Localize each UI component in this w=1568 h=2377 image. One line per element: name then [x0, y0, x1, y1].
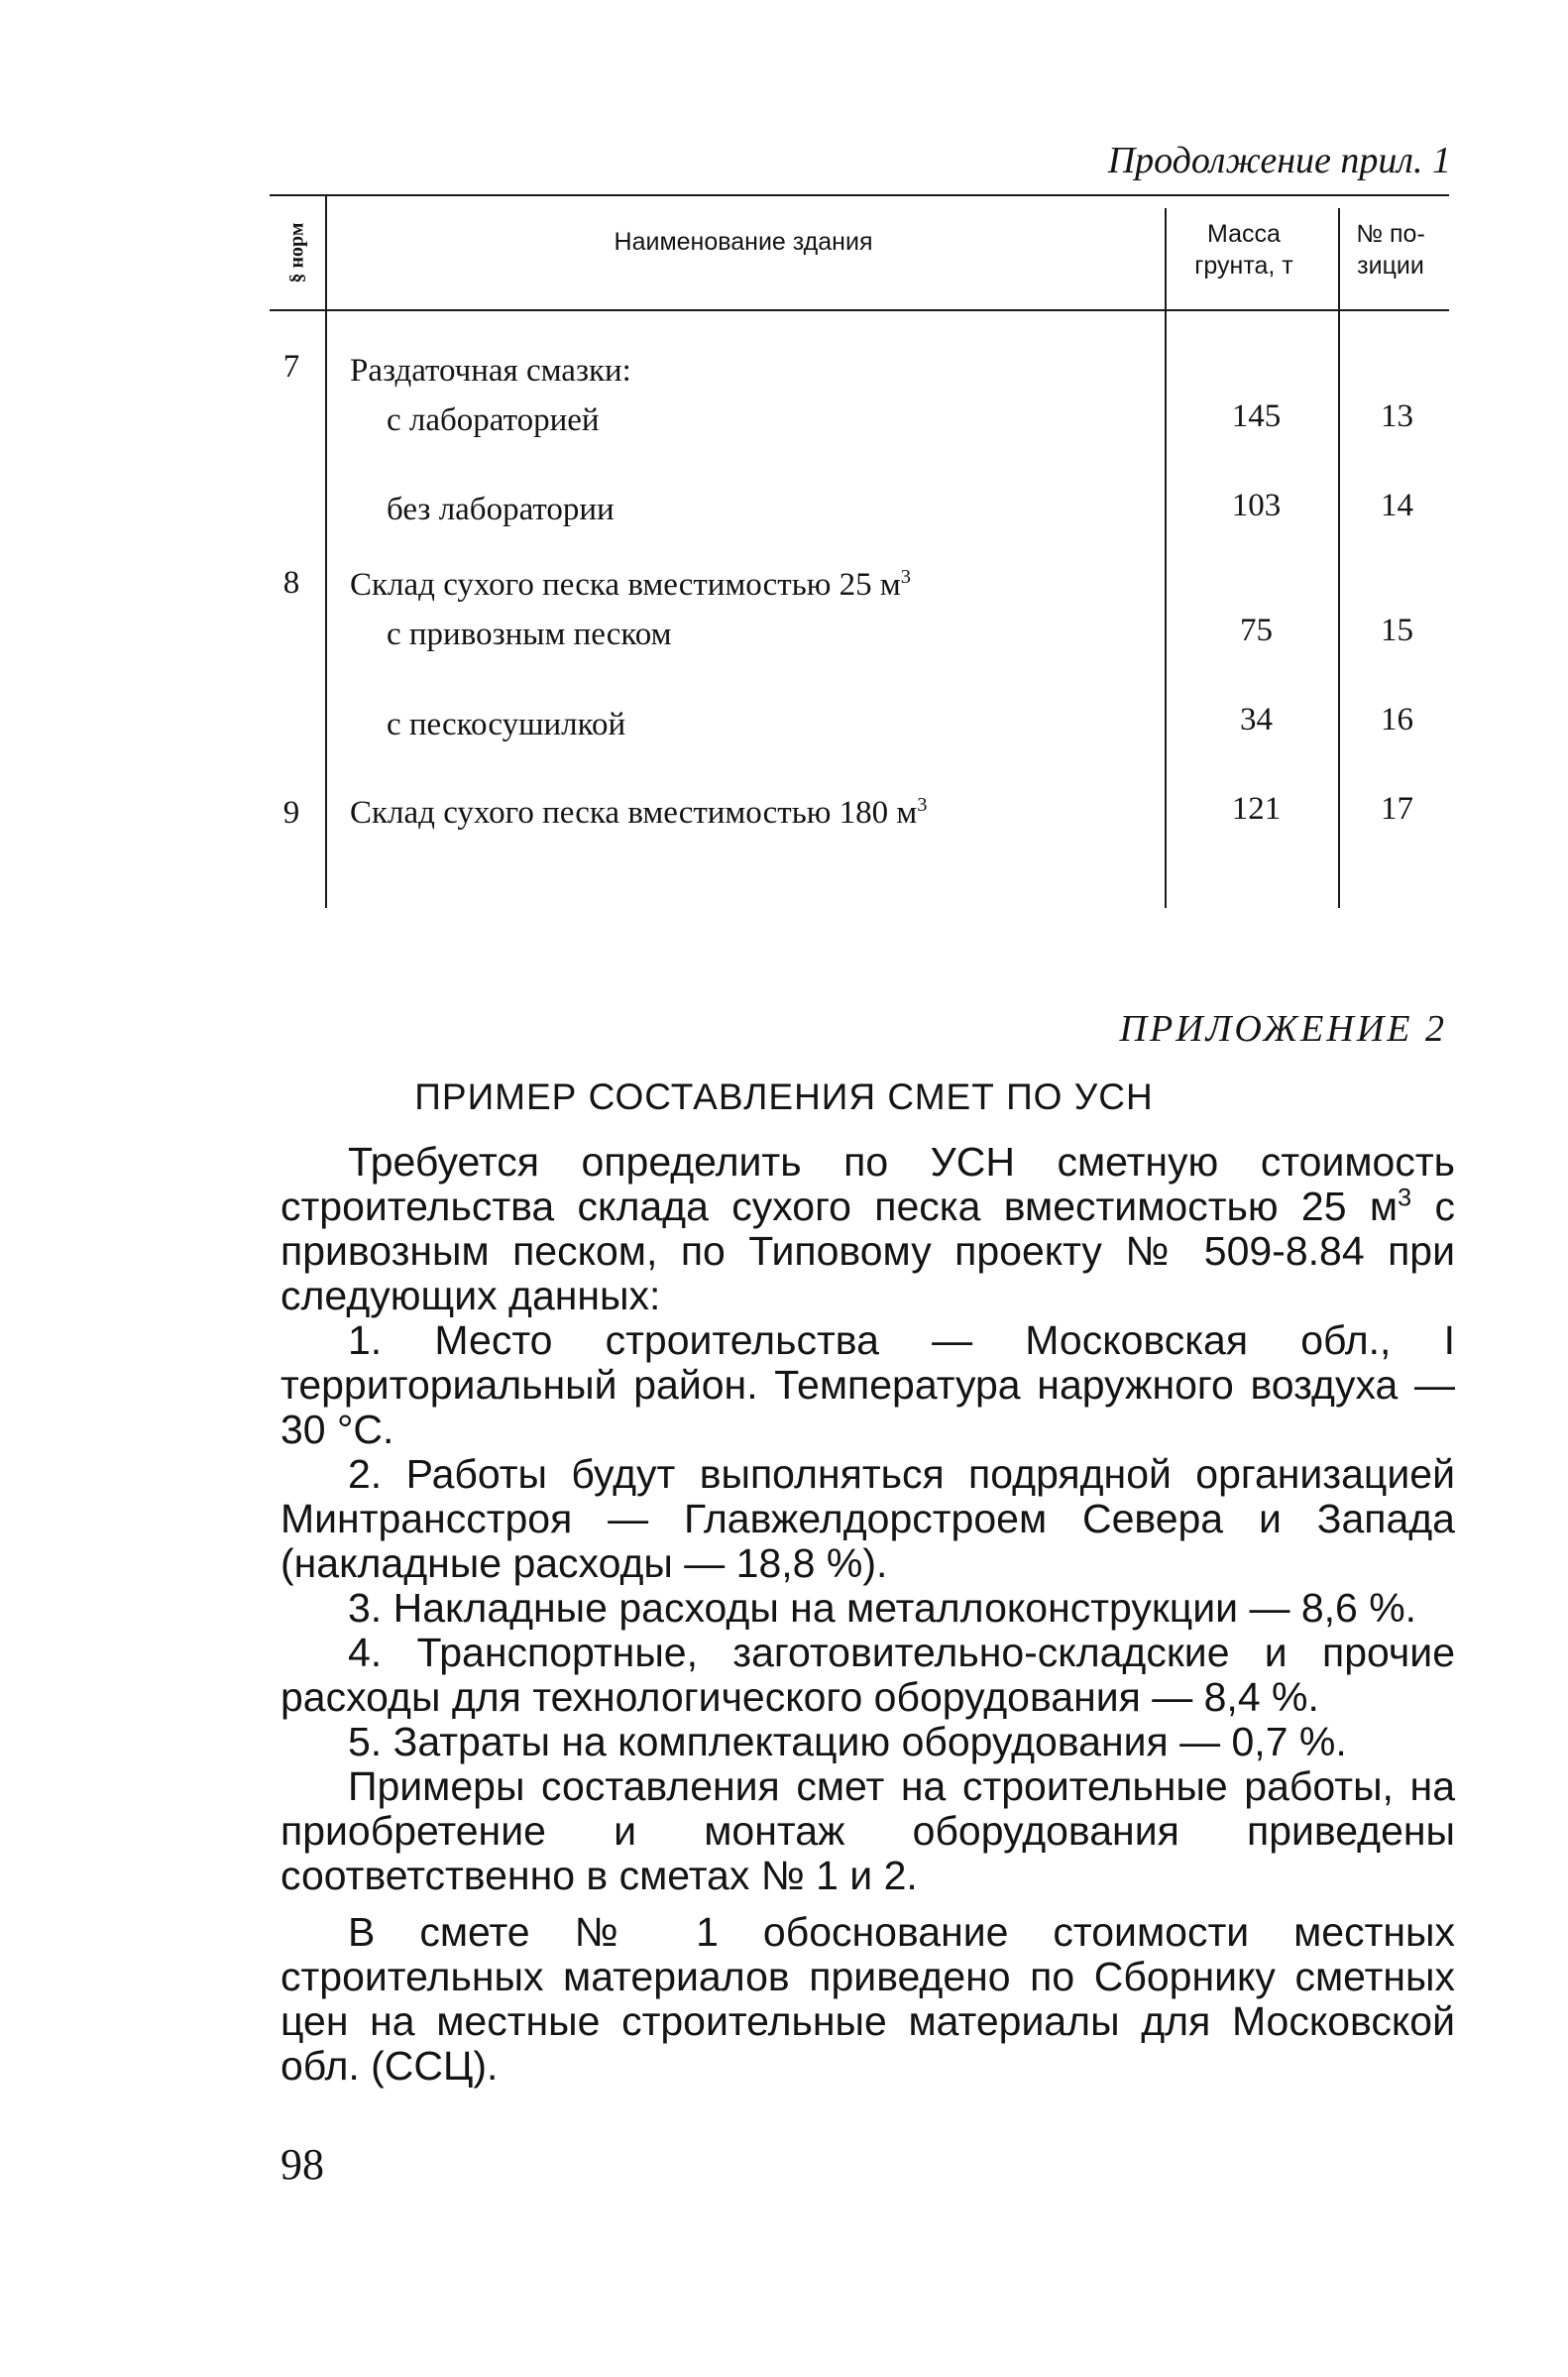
intro-text-a: Требуется определить по УСН сметную стоимость строительства склада сухого песка вместимостью 25 м [280, 1139, 1455, 1229]
paragraph: В смете № 1 обоснование стоимости местных строительных материалов приведено по Сборнику сметных цен на местные строительные материалы для Московской обл. (ССЦ). [280, 1909, 1455, 2089]
header-pos-line1: № по- [1356, 220, 1425, 248]
table-top-border [270, 194, 1449, 196]
continuation-label: Продолжение прил. 1 [1107, 140, 1451, 181]
row-text [350, 795, 928, 832]
row-text: с лабораторией [387, 402, 600, 438]
row-text: без лаборатории [387, 492, 615, 527]
intro-paragraph [280, 1140, 1455, 1318]
row-mass: 145 [1231, 398, 1282, 434]
header-building-name: Наименование здания [614, 228, 873, 256]
row-num: 9 [282, 795, 300, 831]
header-mass-line2: грунта, т [1194, 252, 1293, 280]
intro-sup: 3 [1398, 1184, 1412, 1212]
list-item: 4. Транспортные, заготовительно-складские и прочие расходы для технологического оборудования — 8,4 %. [280, 1630, 1455, 1720]
body-text [280, 1140, 1455, 2089]
section-title: ПРИМЕР СОСТАВЛЕНИЯ СМЕТ ПО УСН [414, 1076, 1154, 1117]
row-num: 8 [282, 565, 300, 601]
row-text-main: Склад сухого песка вместимостью 25 м [350, 567, 901, 603]
paragraph: Примеры составления смет на строительные работы, на приобретение и монтаж оборудования приведены соответственно в сметах № 1 и 2. [280, 1763, 1455, 1898]
row-text-sup: 3 [900, 566, 911, 588]
header-norm-text: § норм [285, 222, 308, 283]
table-header-border [270, 309, 1449, 311]
row-position: 13 [1381, 398, 1413, 434]
row-text-sup: 3 [917, 794, 928, 816]
page-number: 98 [280, 2140, 324, 2189]
row-mass: 121 [1231, 791, 1282, 827]
list-item: 1. Место строительства — Московская обл., I территориальный район. Температура наружного воздуха —30 °С. [280, 1317, 1455, 1452]
list-item: 2. Работы будут выполняться подрядной организацией Минтрансстроя — Главжелдорстроем Севера и Запада (накладные расходы — 18,8 %). [280, 1451, 1455, 1586]
header-pos-line2: зиции [1357, 252, 1424, 280]
row-num: 7 [282, 349, 300, 385]
row-position: 15 [1381, 613, 1413, 648]
row-position: 14 [1381, 488, 1413, 523]
header-norm-section [278, 203, 317, 302]
row-position: 16 [1381, 702, 1413, 737]
header-mass-line1: Масса [1207, 220, 1281, 248]
row-text-main: Раздаточная смазки: [350, 353, 631, 389]
row-mass: 103 [1231, 488, 1282, 523]
row-text-main: Склад сухого песка вместимостью 180 м [350, 795, 918, 831]
list-item: 5. Затраты на комплектацию оборудования — 0,7 %. [348, 1719, 1347, 1764]
row-mass: 75 [1240, 613, 1273, 648]
row-text: с пескосушилкой [387, 707, 626, 742]
table-col-divider-1 [325, 194, 327, 908]
row-mass: 34 [1240, 702, 1273, 737]
list-item: 3. Накладные расходы на металлоконструкции — 8,6 %. [348, 1585, 1417, 1631]
appendix-label: ПРИЛОЖЕНИЕ 2 [1119, 1008, 1447, 1050]
row-text [350, 567, 911, 604]
header-soil-mass [1165, 218, 1323, 282]
row-text: с привозным песком [387, 617, 672, 652]
row-text [350, 353, 631, 390]
row-position: 17 [1381, 791, 1413, 827]
intro-text-b: с привозным песком, по Типовому проекту № 509-8.84 при следующих данных: [280, 1184, 1455, 1318]
header-position-number [1340, 218, 1441, 282]
